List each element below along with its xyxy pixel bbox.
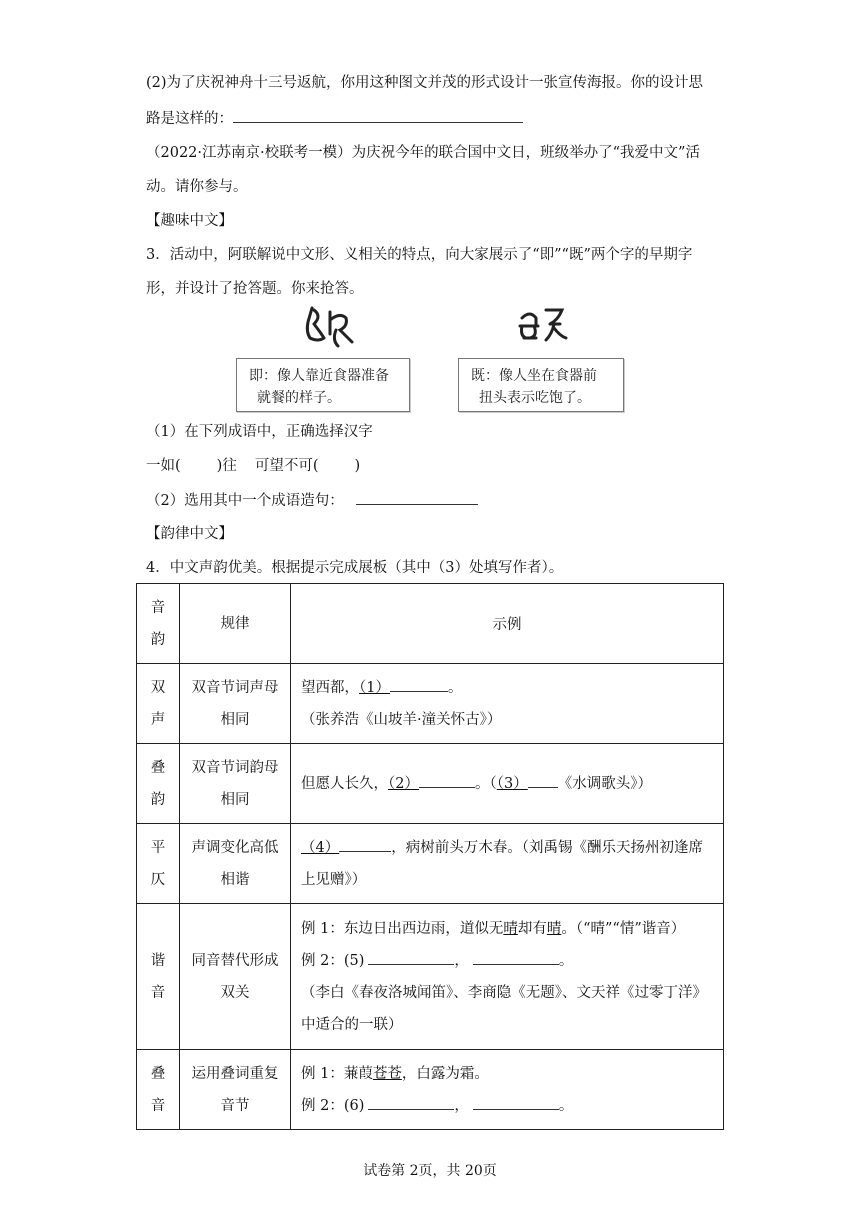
- definition-jì-line1: 既：像人坐在食器前: [471, 368, 597, 384]
- q4-line: 4．中文声韵优美。根据提示完成展板（其中（3）处填写作者）。: [146, 560, 564, 576]
- example-cell: 望西都，（1） 。 （张养浩《山坡羊·潼关怀古》）: [291, 664, 724, 744]
- intro-line1: （2022·江苏南京·校联考一模）为庆祝今年的联合国中文日，班级举办了“我爱中文”活: [146, 145, 700, 161]
- sentence-blank[interactable]: [356, 490, 478, 505]
- definition-box-ji: [236, 358, 410, 412]
- idiom2-start: 可望不可(: [254, 458, 319, 474]
- definition-box-jì: [458, 358, 624, 412]
- ancient-ji-glyph-image: [300, 302, 360, 352]
- phonology-table: [136, 583, 724, 1130]
- header-cell-rule: 规律: [180, 584, 291, 664]
- example-cell: 例 1：东边日出西边雨，道似无晴却有晴。（“晴”“情”谐音） 例 2：(5) ， 。 （李白《春夜洛城闻笛》、李商隐《无题》、文天祥《过零丁洋》 中适合的一联）: [291, 904, 724, 1050]
- answer-blank[interactable]: [528, 773, 558, 788]
- q3-line2: 形，并设计了抢答题。你来抢答。: [146, 281, 364, 297]
- table-row: [137, 824, 724, 904]
- q2-line2-text: 路是这样的：: [146, 111, 233, 127]
- example-cell: （4） ，病树前头万木春。（刘禹锡《酬乐天扬州初逢席 上见赠》）: [291, 824, 724, 904]
- ancient-jì-glyph-image: [512, 302, 572, 352]
- category-cell: 叠 韵: [137, 744, 180, 824]
- answer-blank[interactable]: [419, 773, 475, 788]
- table-row: [137, 904, 724, 1050]
- rule-cell: 运用叠词重复 音节: [180, 1050, 291, 1130]
- example-cell: 例 1：蒹葭苍苍，白露为霜。 例 2：(6) ， 。: [291, 1050, 724, 1130]
- q3-sub2-text: （2）选用其中一个成语造句：: [146, 493, 344, 509]
- table-row: [137, 1050, 724, 1130]
- category-cell: 平 仄: [137, 824, 180, 904]
- answer-blank[interactable]: [390, 677, 448, 692]
- answer-blank[interactable]: [368, 950, 454, 965]
- page-footer: 试卷第 2页，共 20页: [363, 1163, 497, 1179]
- rule-cell: 双音节词声母 相同: [180, 664, 291, 744]
- table-row: [137, 664, 724, 744]
- q2-line2: [146, 108, 523, 129]
- q3-line1: 3．活动中，阿联解说中文形、义相关的特点，向大家展示了“即”“既”两个字的早期字: [146, 247, 693, 263]
- answer-blank[interactable]: [233, 108, 523, 123]
- q3-sub2: [146, 490, 478, 511]
- section-heading-rhythm: 【韵律中文】: [146, 526, 233, 542]
- answer-blank[interactable]: [339, 837, 391, 852]
- category-cell: 谐 音: [137, 904, 180, 1050]
- idiom1-start: 一如(: [146, 458, 181, 474]
- section-heading-fun: 【趣味中文】: [146, 213, 233, 229]
- q3-idioms: [146, 456, 360, 476]
- table-header-row: [137, 584, 724, 664]
- answer-blank[interactable]: [473, 1095, 559, 1110]
- answer-blank[interactable]: [473, 950, 559, 965]
- idiom1-end: )往: [216, 458, 237, 474]
- category-cell: 双 声: [137, 664, 180, 744]
- q3-sub1: （1）在下列成语中，正确选择汉字: [146, 424, 373, 440]
- example-cell: 但愿人长久，（2） 。（（3） 《水调歌头》）: [291, 744, 724, 824]
- q2-line1: (2)为了庆祝神舟十三号返航，你用这种图文并茂的形式设计一张宣传海报。你的设计思: [146, 75, 704, 91]
- rule-cell: 同音替代形成 双关: [180, 904, 291, 1050]
- category-cell: 叠 音: [137, 1050, 180, 1130]
- intro-line2: 动。请你参与。: [146, 179, 248, 195]
- definition-jì-line2: 扭头表示吃饱了。: [479, 390, 591, 406]
- table-row: [137, 744, 724, 824]
- definition-ji-line1: 即：像人靠近食器准备: [249, 368, 389, 384]
- header-cell-yinyun: 音 韵: [137, 584, 180, 664]
- rule-cell: 双音节词韵母 相同: [180, 744, 291, 824]
- definition-ji-line2: 就餐的样子。: [257, 390, 341, 406]
- header-cell-example: 示例: [291, 584, 724, 664]
- rule-cell: 声调变化高低 相谐: [180, 824, 291, 904]
- idiom2-end: ): [354, 458, 361, 474]
- answer-blank[interactable]: [368, 1095, 454, 1110]
